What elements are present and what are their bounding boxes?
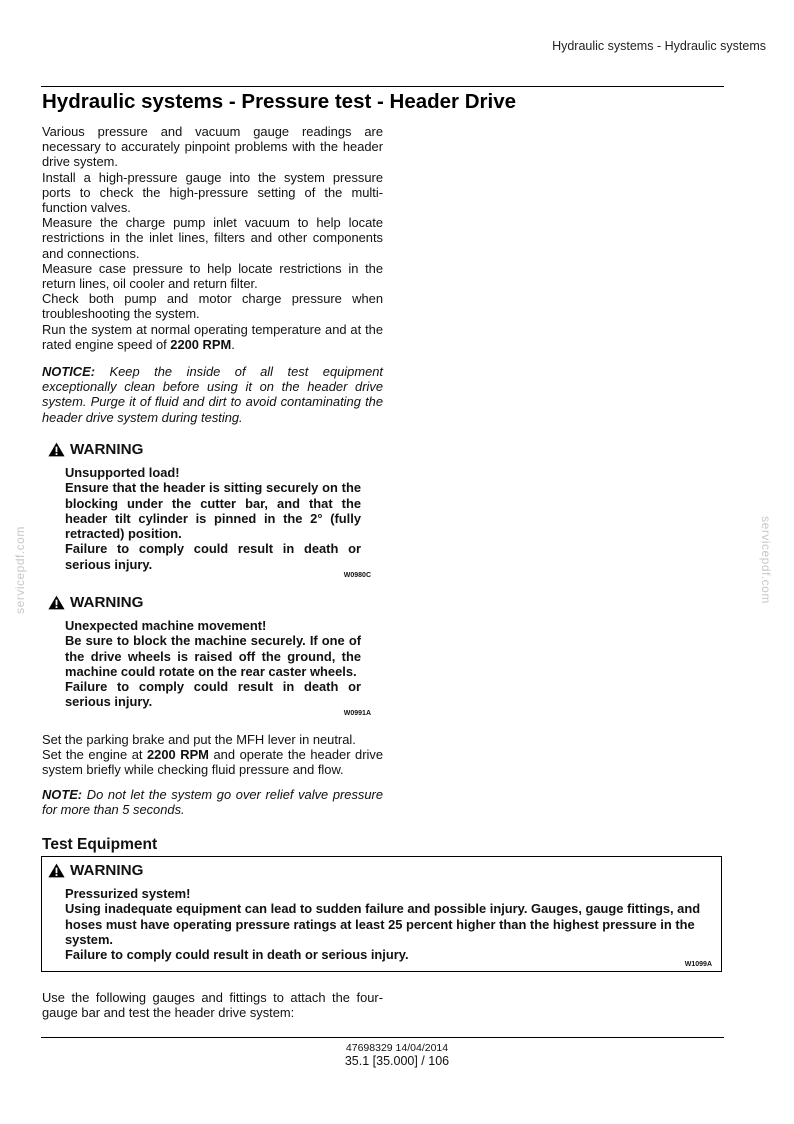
note: NOTE: Do not let the system go over relief valve pressure for more than 5 seconds. — [42, 787, 383, 818]
footer-page-number: 35.1 [35.000] / 106 — [344, 1054, 450, 1068]
warning-title: Unsupported load! — [65, 465, 180, 480]
warning-title: Unexpected machine movement! — [65, 618, 267, 633]
warning-heading: WARNING — [48, 594, 143, 611]
warning-consequence: Failure to comply could result in death or serious injury. — [65, 541, 361, 572]
warning-2-text — [65, 618, 361, 710]
notice: NOTICE: Keep the inside of all test equipment exceptionally clean before using it on the header drive system. Purge it of fluid and dirt to avoid contaminating the header drive system during testing. — [42, 364, 383, 425]
watermark-right: servicepdf.com — [758, 516, 773, 604]
watermark-left: servicepdf.com — [12, 526, 27, 614]
header-rule — [41, 86, 724, 87]
rpm-value: 2200 RPM — [147, 747, 209, 763]
warning-1-text — [65, 465, 361, 572]
closing-paragraph: Use the following gauges and fittings to attach the four-gauge bar and test the header drive system: — [42, 990, 383, 1021]
page-title: Hydraulic systems - Pressure test - Header Drive — [42, 90, 517, 113]
warning-heading: WARNING — [48, 441, 143, 458]
warning-code: W1099A — [684, 961, 712, 968]
warning-title: Pressurized system! — [65, 886, 191, 901]
warning-code: W0980C — [343, 572, 371, 579]
warning-instruction: Using inadequate equipment can lead to sudden failure and possible injury. Gauges, gauge fittings, and hoses must have operating pressure ratings at least 25 percent higher than the highest pressure in the system. — [65, 901, 701, 947]
intro-paragraph: Run the system at normal operating temperature and at the rated engine speed of 2200 RPM. — [42, 321, 383, 352]
section-heading-test-equipment: Test Equipment — [42, 836, 158, 853]
warning-triangle-icon — [48, 442, 65, 457]
warning-consequence: Failure to comply could result in death or serious injury. — [65, 947, 409, 963]
procedure-step: Set the engine at 2200 RPM and operate the header drive system briefly while checking fluid pressure and flow. — [42, 747, 384, 778]
intro-paragraph: Measure case pressure to help locate restrictions in the return lines, oil cooler and return filter. — [42, 260, 383, 292]
warning-instruction: Be sure to block the machine securely. If one of the drive wheels is raised off the ground, the machine could rotate on the rear caster wheels. — [65, 633, 361, 679]
procedure-step: Set the parking brake and put the MFH lever in neutral. — [42, 732, 356, 747]
intro-paragraph: Various pressure and vacuum gauge readings are necessary to accurately pinpoint problems with the header drive system. — [42, 124, 383, 170]
intro-paragraph: Install a high-pressure gauge into the system pressure ports to check the high-pressure setting of the multi-function valves. — [42, 169, 383, 216]
intro-paragraph: Check both pump and motor charge pressure when troubleshooting the system. — [42, 291, 383, 322]
intro-text — [42, 124, 383, 352]
notice-label: NOTICE: — [42, 364, 95, 379]
footer-document-id: 47698329 14/04/2014 — [345, 1042, 449, 1054]
warning-instruction: Ensure that the header is sitting securely on the blocking under the cutter bar, and that the header tilt cylinder is pinned in the 2° (fully retracted) position. — [65, 480, 361, 542]
warning-triangle-icon — [48, 595, 65, 610]
procedure-text — [42, 732, 383, 778]
warning-3-text — [65, 886, 705, 962]
footer-rule — [41, 1037, 724, 1038]
warning-code: W0991A — [343, 710, 371, 717]
warning-heading: WARNING — [48, 862, 143, 879]
rpm-value: 2200 RPM — [170, 336, 232, 352]
note-label: NOTE: — [42, 787, 83, 802]
closing-text — [42, 990, 383, 1020]
warning-consequence: Failure to comply could result in death or serious injury. — [65, 679, 361, 710]
intro-paragraph: Measure the charge pump inlet vacuum to help locate restrictions in the inlet lines, filters and other components and connections. — [42, 215, 383, 261]
warning-triangle-icon — [48, 863, 65, 878]
running-header: Hydraulic systems - Hydraulic systems — [552, 39, 766, 53]
